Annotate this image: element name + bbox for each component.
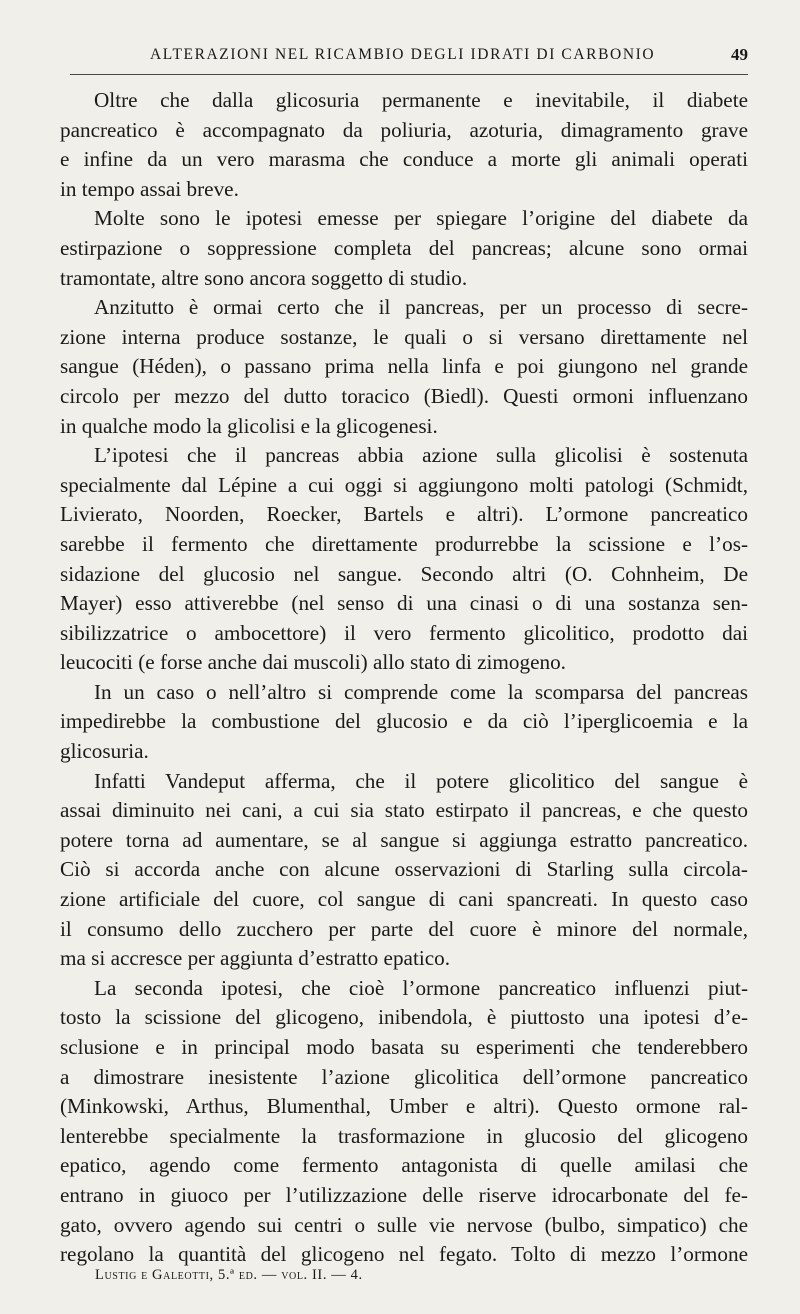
text-line: epatico, agendo come fermento antagonista di quelle amilasi che (60, 1153, 748, 1178)
text-line: sidazione del glucosio nel sangue. Secondo altri (O. Cohnheim, De (60, 561, 748, 586)
text-line: pancreatico è accompagnato da poliuria, azoturia, dimagramento grave (60, 117, 748, 142)
text-line: glicosuria. (60, 739, 149, 764)
text-line: In un caso o nell’altro si comprende come la scomparsa del pancreas (94, 679, 748, 704)
text-line: specialmente dal Lépine a cui oggi si aggiungono molti patologi (Schmidt, (60, 472, 748, 497)
text-line: Molte sono le ipotesi emesse per spiegare l’origine del diabete da (94, 206, 748, 231)
text-line: Mayer) esso attiverebbe (nel senso di una cinasi o di una sostanza sen- (60, 591, 748, 616)
text-line: assai diminuito nei cani, a cui sia stato estirpato il pancreas, e che questo (60, 798, 748, 823)
text-line: potere torna ad aumentare, se al sangue si aggiunga estratto pancreatico. (60, 827, 748, 852)
text-line: il consumo dello zucchero per parte del cuore è minore del normale, (60, 916, 748, 941)
text-line: circolo per mezzo del dutto toracico (Biedl). Questi ormoni influenzano (60, 383, 748, 408)
header-rule (70, 74, 748, 75)
text-line: L’ipotesi che il pancreas abbia azione sulla glicolisi è sostenuta (94, 443, 748, 468)
text-line: sclusione e in principal modo basata su esperimenti che tenderebbero (60, 1035, 748, 1059)
text-line: tosto la scissione del glicogeno, inibendola, è piuttosto una ipotesi d’e- (60, 1005, 748, 1030)
text-line: Ciò si accorda anche con alcune osservazioni di Starling sulla circola- (60, 857, 748, 882)
text-line: tramontate, altre sono ancora soggetto di studio. (60, 265, 468, 290)
text-line: ma si accresce per aggiunta d’estratto epatico. (60, 946, 451, 971)
text-line: La seconda ipotesi, che cioè l’ormone pancreatico influenzi piut- (94, 975, 748, 1000)
running-title: ALTERAZIONI NEL RICAMBIO DEGLI IDRATI DI CARBONIO (150, 46, 656, 63)
text-line: zione artificiale del cuore, col sangue di cani spancreati. In questo caso (60, 887, 748, 912)
text-line: a dimostrare inesistente l’azione glicolitica dell’ormone pancreatico (60, 1064, 748, 1089)
text-line: estirpazione o soppressione completa del pancreas; alcune sono ormai (60, 235, 748, 260)
text-line: gato, ovvero agendo sui centri o sulle vie nervose (bulbo, simpatico) che (60, 1212, 748, 1237)
text-line: zione interna produce sostanze, le quali o si versano direttamente nel (60, 324, 748, 349)
text-line: lenterebbe specialmente la trasformazione in glucosio del glicogeno (60, 1123, 748, 1148)
text-line: in tempo assai breve. (60, 176, 239, 201)
text-line: sangue (Héden), o passano prima nella linfa e poi giungono nel grande (60, 354, 748, 379)
text-line: Livierato, Noorden, Roecker, Bartels e altri). L’ormone pancreatico (60, 502, 748, 527)
text-line: Oltre che dalla glicosuria permanente e inevitabile, il diabete (94, 88, 748, 112)
text-line: in qualche modo la glicolisi e la glicogenesi. (60, 413, 438, 438)
text-line: sarebbe il fermento che direttamente produrrebbe la scissione e l’os- (60, 531, 748, 556)
text-line: Anzitutto è ormai certo che il pancreas, per un processo di secre- (94, 295, 748, 320)
text-line: e infine da un vero marasma che conduce a morte gli animali operati (60, 147, 748, 172)
text-line: leucociti (e forse anche dai muscoli) allo stato di zimogeno. (60, 650, 566, 675)
signature-footer: Lustig e Galeotti, 5.ª ed. — vol. II. — 4. (95, 1267, 363, 1283)
text-line: (Minkowski, Arthus, Blumenthal, Umber e altri). Questo ormone ral- (60, 1094, 748, 1119)
running-head (70, 46, 750, 68)
body-text (60, 86, 748, 1270)
text-line: impedirebbe la combustione del glucosio e da ciò l’iperglicoemia e la (60, 709, 748, 734)
text-line: Infatti Vandeput afferma, che il potere glicolitico del sangue è (94, 768, 748, 793)
page-number: 49 (731, 45, 748, 64)
text-line: sibilizzatrice o ambocettore) il vero fermento glicolitico, prodotto dai (60, 620, 748, 645)
text-line: regolano la quantità del glicogeno nel fegato. Tolto di mezzo l’ormone (60, 1242, 748, 1267)
text-line: entrano in giuoco per l’utilizzazione delle riserve idrocarbonate del fe- (60, 1182, 748, 1207)
